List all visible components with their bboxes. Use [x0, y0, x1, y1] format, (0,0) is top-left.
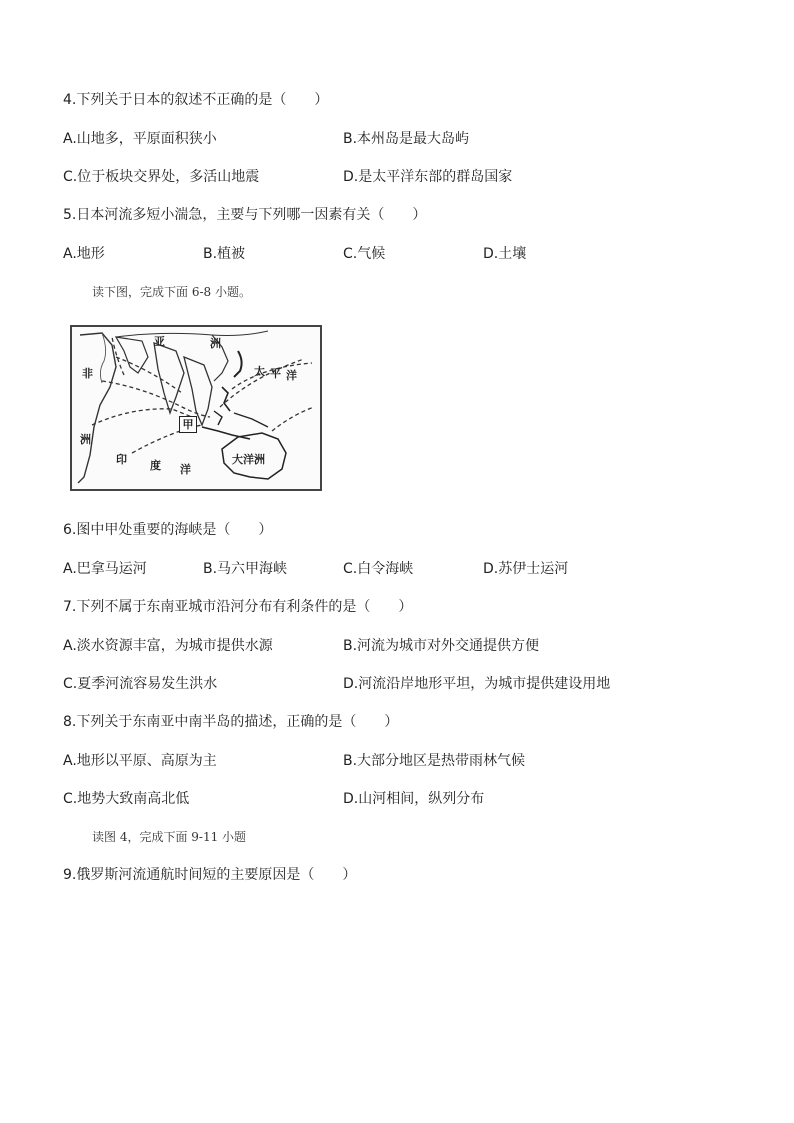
read-map-instruction-9-11: 读图 4，完成下面 9-11 小题 [92, 830, 247, 844]
southeast-asia-map [70, 325, 322, 491]
question-6-option-c: C.白令海峡 [343, 561, 414, 577]
map-label-africa-1: 非 [82, 367, 93, 380]
question-4-option-a: A.山地多，平原面积狭小 [63, 131, 217, 147]
question-5-option-a: A.地形 [63, 246, 105, 262]
question-6-option-d: D.苏伊士运河 [483, 561, 569, 577]
question-4-option-c: C.位于板块交界处，多活山地震 [63, 169, 260, 185]
map-drawing [72, 327, 320, 489]
map-label-pacific-3: 洋 [286, 369, 297, 382]
question-7-option-a: A.淡水资源丰富，为城市提供水源 [63, 638, 273, 654]
question-8-stem: 8.下列关于东南亚中南半岛的描述，正确的是（ ） [63, 714, 399, 730]
map-label-africa-2: 洲 [80, 433, 91, 446]
question-4-stem: 4.下列关于日本的叙述不正确的是（ ） [63, 92, 329, 108]
question-7-option-d: D.河流沿岸地形平坦，为城市提供建设用地 [343, 676, 611, 692]
question-4-option-b: B.本州岛是最大岛屿 [343, 131, 470, 147]
question-7-option-c: C.夏季河流容易发生洪水 [63, 676, 218, 692]
question-8-option-a: A.地形以平原、高原为主 [63, 753, 217, 769]
question-5-stem: 5.日本河流多短小湍急，主要与下列哪一因素有关（ ） [63, 207, 427, 223]
map-label-pacific-2: 平 [270, 367, 281, 380]
question-5-option-c: C.气候 [343, 246, 386, 262]
question-9-stem: 9.俄罗斯河流通航时间短的主要原因是（ ） [63, 867, 357, 883]
map-label-asia-1: 亚 [154, 335, 165, 348]
question-7-option-b: B.河流为城市对外交通提供方便 [343, 638, 540, 654]
question-6-option-b: B.马六甲海峡 [203, 561, 288, 577]
map-label-indian-2: 度 [150, 459, 161, 472]
question-6-option-a: A.巴拿马运河 [63, 561, 147, 577]
map-label-asia-2: 洲 [210, 337, 221, 350]
question-8-option-b: B.大部分地区是热带雨林气候 [343, 753, 526, 769]
question-8-option-c: C.地势大致南高北低 [63, 791, 190, 807]
question-8-option-d: D.山河相间，纵列分布 [343, 791, 485, 807]
question-5-option-b: B.植被 [203, 246, 246, 262]
map-label-pacific-1: 太 [254, 365, 265, 378]
question-6-stem: 6.图中甲处重要的海峡是（ ） [63, 522, 273, 538]
map-label-indian-3: 洋 [180, 463, 191, 476]
question-7-stem: 7.下列不属于东南亚城市沿河分布有利条件的是（ ） [63, 599, 413, 615]
map-label-indian-1: 印 [116, 453, 127, 466]
map-label-oceania: 大洋洲 [232, 453, 265, 466]
read-map-instruction-6-8: 读下图，完成下面 6-8 小题。 [92, 285, 251, 299]
map-label-jia: 甲 [179, 416, 197, 433]
question-5-option-d: D.土壤 [483, 246, 527, 262]
question-4-option-d: D.是太平洋东部的群岛国家 [343, 169, 513, 185]
